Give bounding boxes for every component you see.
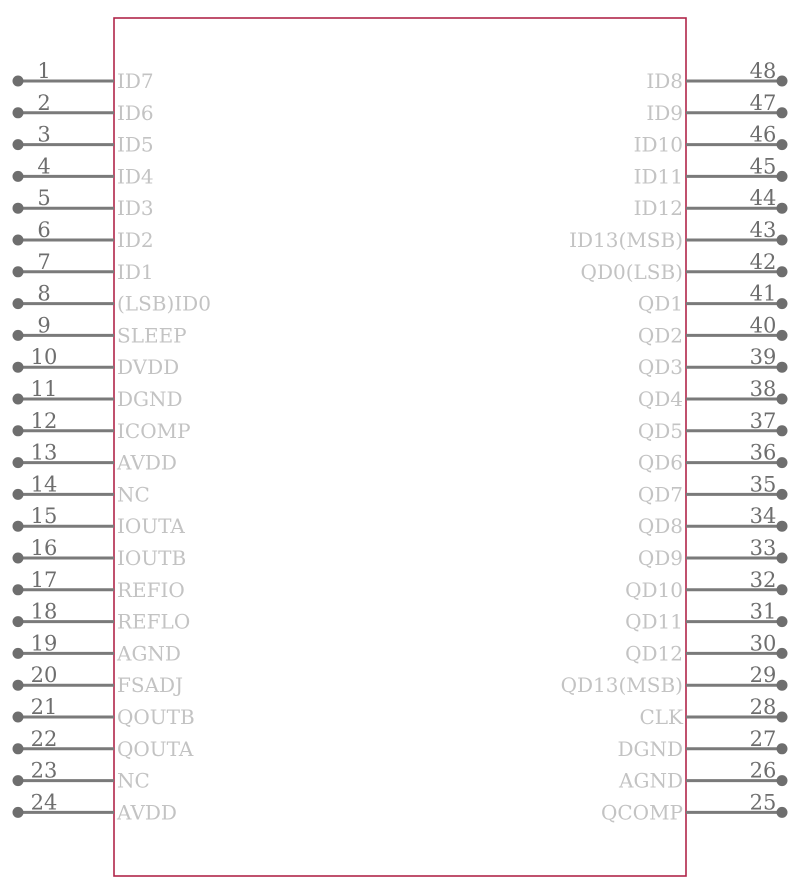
pin-number: 40 bbox=[749, 313, 777, 338]
pin-name: AVDD bbox=[117, 800, 177, 825]
pin-name: QD4 bbox=[637, 387, 683, 411]
pin-end-dot bbox=[13, 807, 24, 818]
pin-end-dot bbox=[777, 553, 788, 564]
pin-end-dot bbox=[13, 298, 24, 309]
pin-number: 27 bbox=[749, 726, 777, 751]
pin-name: ID8 bbox=[646, 69, 683, 93]
pin-name: QD2 bbox=[637, 323, 683, 348]
pin-number: 44 bbox=[749, 186, 777, 211]
pin-end-dot bbox=[777, 362, 788, 373]
pin-name: DVDD bbox=[117, 355, 180, 380]
pin-name: QD9 bbox=[637, 546, 683, 570]
pin-name: ID13(MSB) bbox=[569, 228, 683, 252]
pin-number: 12 bbox=[30, 408, 58, 433]
pin-name: AGND bbox=[117, 641, 181, 666]
pin-name: ID11 bbox=[633, 164, 683, 189]
pin-number: 41 bbox=[749, 281, 777, 306]
pin-number: 34 bbox=[749, 504, 777, 529]
pin-name: QD10 bbox=[625, 577, 683, 602]
pin-number: 9 bbox=[37, 313, 51, 338]
pin-name: AVDD bbox=[117, 450, 177, 475]
pin-name: QD12 bbox=[625, 641, 683, 666]
pin-name: (LSB)ID0 bbox=[117, 291, 211, 316]
pin-end-dot bbox=[777, 616, 788, 627]
pin-number: 4 bbox=[37, 154, 51, 179]
pin-end-dot bbox=[13, 584, 24, 595]
pin-end-dot bbox=[13, 107, 24, 118]
pin-number: 43 bbox=[749, 218, 777, 242]
pin-end-dot bbox=[13, 266, 24, 277]
pin-name: SLEEP bbox=[117, 323, 187, 348]
pin-end-dot bbox=[13, 775, 24, 786]
pin-end-dot bbox=[13, 680, 24, 691]
pin-end-dot bbox=[13, 394, 24, 405]
pin-name: NC bbox=[117, 768, 150, 793]
pin-end-dot bbox=[13, 648, 24, 659]
pin-name: ID10 bbox=[633, 132, 683, 157]
pin-name: QD1 bbox=[637, 291, 683, 316]
pin-end-dot bbox=[13, 743, 24, 754]
pin-name: CLK bbox=[639, 705, 683, 729]
pin-number: 14 bbox=[30, 472, 58, 497]
pin-name: QD11 bbox=[625, 609, 683, 634]
pin-name: DGND bbox=[117, 387, 183, 411]
pin-end-dot bbox=[777, 712, 788, 723]
pin-end-dot bbox=[13, 76, 24, 87]
pin-number: 19 bbox=[30, 631, 58, 656]
pin-name: IOUTA bbox=[117, 514, 185, 539]
pin-end-dot bbox=[13, 489, 24, 500]
pin-name: QD6 bbox=[637, 450, 683, 475]
pin-name: AGND bbox=[619, 768, 683, 793]
pin-name: ID2 bbox=[117, 228, 154, 252]
pin-name: QD0(LSB) bbox=[580, 259, 683, 284]
pin-end-dot bbox=[13, 553, 24, 564]
pin-end-dot bbox=[777, 584, 788, 595]
pin-end-dot bbox=[777, 203, 788, 214]
pin-number: 20 bbox=[30, 663, 58, 688]
pin-number: 18 bbox=[30, 599, 58, 624]
pin-number: 24 bbox=[30, 790, 58, 815]
pin-number: 48 bbox=[749, 59, 777, 83]
pin-end-dot bbox=[13, 235, 24, 246]
pin-number: 23 bbox=[30, 758, 58, 783]
pin-end-dot bbox=[777, 743, 788, 754]
pin-name: QD5 bbox=[637, 418, 683, 443]
pin-number: 6 bbox=[37, 218, 51, 242]
pin-number: 13 bbox=[30, 440, 58, 465]
pin-end-dot bbox=[777, 394, 788, 405]
pin-end-dot bbox=[777, 266, 788, 277]
pin-number: 38 bbox=[749, 377, 777, 401]
pin-end-dot bbox=[13, 712, 24, 723]
pin-end-dot bbox=[777, 489, 788, 500]
pin-end-dot bbox=[13, 171, 24, 182]
pin-name: ID9 bbox=[646, 100, 683, 125]
pin-number: 16 bbox=[30, 536, 58, 560]
pin-number: 22 bbox=[30, 726, 58, 751]
pin-end-dot bbox=[13, 203, 24, 214]
pin-end-dot bbox=[777, 107, 788, 118]
pin-name: ID7 bbox=[117, 69, 154, 93]
component-body bbox=[114, 18, 686, 876]
pin-number: 47 bbox=[749, 90, 777, 115]
pin-end-dot bbox=[13, 616, 24, 627]
pin-name: REFIO bbox=[117, 577, 185, 602]
pin-number: 26 bbox=[749, 758, 777, 783]
pin-end-dot bbox=[777, 807, 788, 818]
pin-end-dot bbox=[13, 362, 24, 373]
pin-end-dot bbox=[777, 330, 788, 341]
pin-end-dot bbox=[777, 648, 788, 659]
pin-name: REFLO bbox=[117, 609, 191, 634]
pin-name: QOUTA bbox=[117, 736, 194, 761]
pin-name: QD8 bbox=[637, 514, 683, 539]
pin-end-dot bbox=[13, 425, 24, 436]
pin-end-dot bbox=[777, 298, 788, 309]
pin-number: 15 bbox=[30, 504, 58, 529]
pin-end-dot bbox=[777, 457, 788, 468]
pin-number: 35 bbox=[749, 472, 777, 497]
pin-number: 21 bbox=[30, 695, 58, 719]
pin-number: 29 bbox=[749, 663, 777, 688]
pin-number: 7 bbox=[37, 249, 51, 274]
pin-number: 5 bbox=[37, 186, 51, 211]
pin-name: NC bbox=[117, 482, 150, 507]
pin-name: QD7 bbox=[637, 482, 683, 507]
pin-name: QD13(MSB) bbox=[560, 673, 683, 698]
pin-number: 25 bbox=[749, 790, 777, 815]
pin-number: 39 bbox=[749, 345, 777, 370]
pin-name: QCOMP bbox=[600, 800, 683, 825]
pin-name: ID6 bbox=[117, 100, 154, 125]
pin-number: 36 bbox=[749, 440, 777, 465]
pin-name: ICOMP bbox=[117, 418, 191, 443]
pin-end-dot bbox=[777, 171, 788, 182]
pin-end-dot bbox=[777, 521, 788, 532]
pin-name: ID3 bbox=[117, 196, 154, 221]
pin-number: 32 bbox=[749, 567, 777, 592]
pin-number: 45 bbox=[749, 154, 777, 179]
pin-end-dot bbox=[13, 521, 24, 532]
pin-name: QOUTB bbox=[117, 705, 195, 729]
pin-end-dot bbox=[777, 775, 788, 786]
pin-name: IOUTB bbox=[117, 546, 187, 570]
pin-name: ID5 bbox=[117, 132, 154, 157]
pin-end-dot bbox=[777, 425, 788, 436]
pin-name: ID12 bbox=[633, 196, 683, 221]
pin-number: 3 bbox=[37, 122, 51, 147]
pin-name: DGND bbox=[617, 736, 683, 761]
pin-end-dot bbox=[13, 457, 24, 468]
pin-name: ID4 bbox=[117, 164, 154, 189]
pin-end-dot bbox=[777, 76, 788, 87]
pin-name: ID1 bbox=[117, 259, 154, 284]
pin-number: 33 bbox=[749, 536, 777, 560]
pin-number: 1 bbox=[37, 59, 51, 83]
pin-number: 17 bbox=[30, 567, 58, 592]
pin-name: FSADJ bbox=[117, 673, 184, 698]
pin-number: 37 bbox=[749, 408, 777, 433]
pin-number: 8 bbox=[37, 281, 51, 306]
pin-number: 10 bbox=[30, 345, 58, 370]
pin-end-dot bbox=[13, 330, 24, 341]
pin-end-dot bbox=[13, 139, 24, 150]
pin-number: 31 bbox=[749, 599, 777, 624]
pin-end-dot bbox=[777, 139, 788, 150]
pin-number: 30 bbox=[749, 631, 777, 656]
pin-end-dot bbox=[777, 680, 788, 691]
pin-number: 2 bbox=[37, 90, 51, 115]
pin-name: QD3 bbox=[637, 355, 683, 380]
pin-number: 28 bbox=[749, 695, 777, 719]
pin-number: 46 bbox=[749, 122, 777, 147]
pin-number: 42 bbox=[749, 249, 777, 274]
pin-end-dot bbox=[777, 235, 788, 246]
pin-number: 11 bbox=[30, 377, 58, 401]
